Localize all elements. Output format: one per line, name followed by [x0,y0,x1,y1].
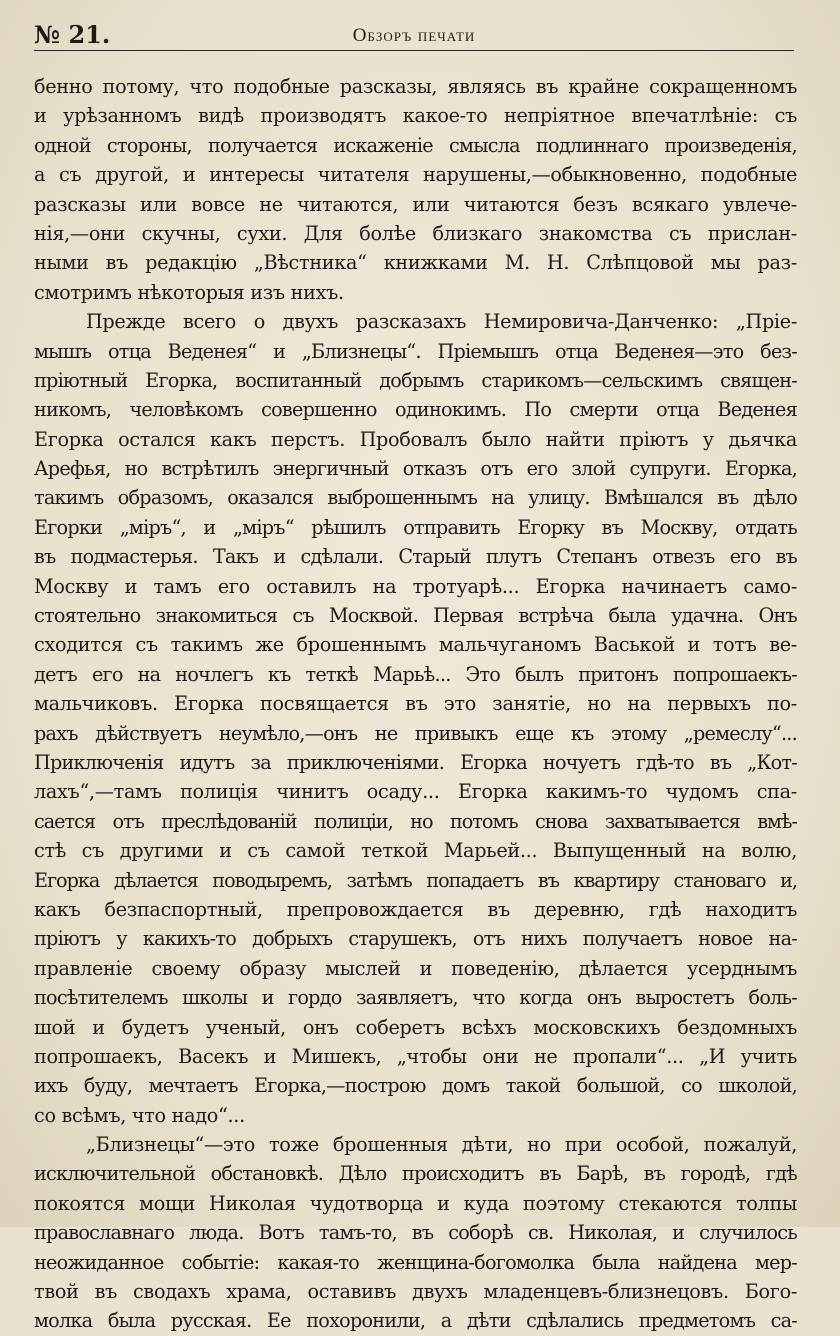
text-line: разсказы или вовсе не читаются, или читаются безъ всякаго увлече- [34,192,797,216]
text-line: православнаго люда. Вотъ тамъ-то, въ соборѣ св. Николая, и случилось [34,1221,797,1245]
text-line: пріютъ у какихъ-то добрыхъ старушекъ, отъ нихъ получаетъ новое на- [34,927,797,951]
text-line: стоятельно знакомиться съ Москвой. Первая встрѣча была удачна. Онъ [34,604,797,628]
text-line: исключительной обстановкѣ. Дѣло происходитъ въ Барѣ, въ городѣ, гдѣ [34,1162,797,1186]
text-line: такимъ образомъ, оказался выброшеннымъ на улицу. Вмѣшался въ дѣло [34,486,797,510]
text-line: со всѣмъ, что надо“... [34,1103,245,1127]
text-line: а съ другой, и интересы читателя нарушены,—обыкновенно, подобные [34,163,797,187]
paragraph-start-line: Прежде всего о двухъ разсказахъ Немировича-Данченко: „Пріе- [86,310,797,334]
paragraph-start-line: „Близнецы“—это тоже брошенныя дѣти, но при особой, пожалуй, [86,1133,797,1157]
text-line: лахъ“,—тамъ полиція чинитъ осаду... Егорка какимъ-то чудомъ спа- [34,780,797,804]
text-line: Москву и тамъ его оставилъ на тротуарѣ... Егорка начинаетъ само- [34,574,797,598]
running-title: Обзоръ печати [352,25,476,46]
text-line: въ подмастерья. Такъ и сдѣлали. Старый плутъ Степанъ отвезъ его въ [34,545,797,569]
text-line: Арефья, но встрѣтилъ энергичный отказъ отъ его злой супруги. Егорка, [34,457,797,481]
text-line: одной стороны, получается искаженіе смысла подлиннаго произведенія, [34,133,797,157]
text-line: Егорка дѣлается поводыремъ, затѣмъ попадаетъ въ квартиру становаго и, [34,868,797,892]
text-line: сается отъ преслѣдованій полиціи, но потомъ снова захватывается вмѣ- [34,809,797,833]
text-line: попрошаекъ, Васекъ и Мишекъ, „чтобы они не пропали“... „И учить [34,1044,797,1068]
text-line: неожиданное событіе: какая-то женщина-богомолка была найдена мер- [34,1250,797,1274]
body-text [34,72,797,1336]
text-line: сходится съ такимъ же брошеннымъ мальчуганомъ Васькой и тотъ ве- [34,633,797,657]
text-line: нія,—они скучны, сухи. Для болѣе близкаго знакомства съ прислан- [34,221,797,245]
text-line: рахъ дѣйствуетъ неумѣло,—онъ не привыкъ еще къ этому „ремеслу“... [34,721,797,745]
text-line: детъ его на ночлегъ къ теткѣ Марьѣ... Это былъ притонъ попрошаекъ- [34,662,797,686]
text-line: покоятся мощи Николая чудотворца и куда поэтому стекаются толпы [34,1191,797,1215]
header-rule [34,50,794,51]
text-line: посѣтителемъ школы и гордо заявляетъ, что когда онъ выростетъ боль- [34,986,797,1010]
text-line: бенно потому, что подобные разсказы, являясь въ крайне сокращенномъ [34,75,797,98]
page-header [34,20,794,50]
text-line: ихъ буду, мечтаетъ Егорка,—построю домъ такой большой, со школой, [34,1074,797,1098]
text-line: Приключенія идутъ за приключеніями. Егорка ночуетъ гдѣ-то въ „Кот- [34,750,797,774]
text-line: какъ безпаспортный, препровождается въ деревню, гдѣ находитъ [34,897,797,921]
text-line: Егорки „міръ“, и „міръ“ рѣшилъ отправить Егорку въ Москву, отдать [34,515,797,539]
text-line: ными въ редакцію „Вѣстника“ книжками М. Н. Слѣпцовой мы раз- [34,251,797,275]
text-line: мальчиковъ. Егорка посвящается въ это занятіе, но на первыхъ по- [34,692,797,716]
text-line: и урѣзанномъ видѣ производятъ какое-то непріятное впечатлѣніе: съ [34,104,797,128]
text-line: правленіе своему образу мыслей и поведенію, дѣлается усерднымъ [34,956,797,980]
text-line: молка была русская. Ее похоронили, а дѣти сдѣлались предметомъ са- [34,1309,797,1333]
text-line: стѣ съ другими и съ самой теткой Марьей... Выпущенный на волю, [34,839,797,863]
text-line: пріютный Егорка, воспитанный добрымъ старикомъ—сельскимъ священ- [34,368,797,392]
page-number: № 21. [34,20,111,49]
text-line: шой и будетъ ученый, онъ соберетъ всѣхъ московскихъ бездомныхъ [34,1015,797,1039]
text-line: мышъ отца Веденея“ и „Близнецы“. Пріемышъ отца Веденея—это без- [34,339,797,363]
text-line: твой въ сводахъ храма, оставивъ двухъ младенцевъ-близнецовъ. Бого- [34,1280,797,1304]
text-line: Егорка остался какъ перстъ. Пробовалъ было найти пріютъ у дьячка [34,427,797,451]
text-line: смотримъ нѣкоторыя изъ нихъ. [34,280,344,304]
text-line: никомъ, человѣкомъ совершенно одинокимъ. По смерти отца Веденея [34,398,797,422]
